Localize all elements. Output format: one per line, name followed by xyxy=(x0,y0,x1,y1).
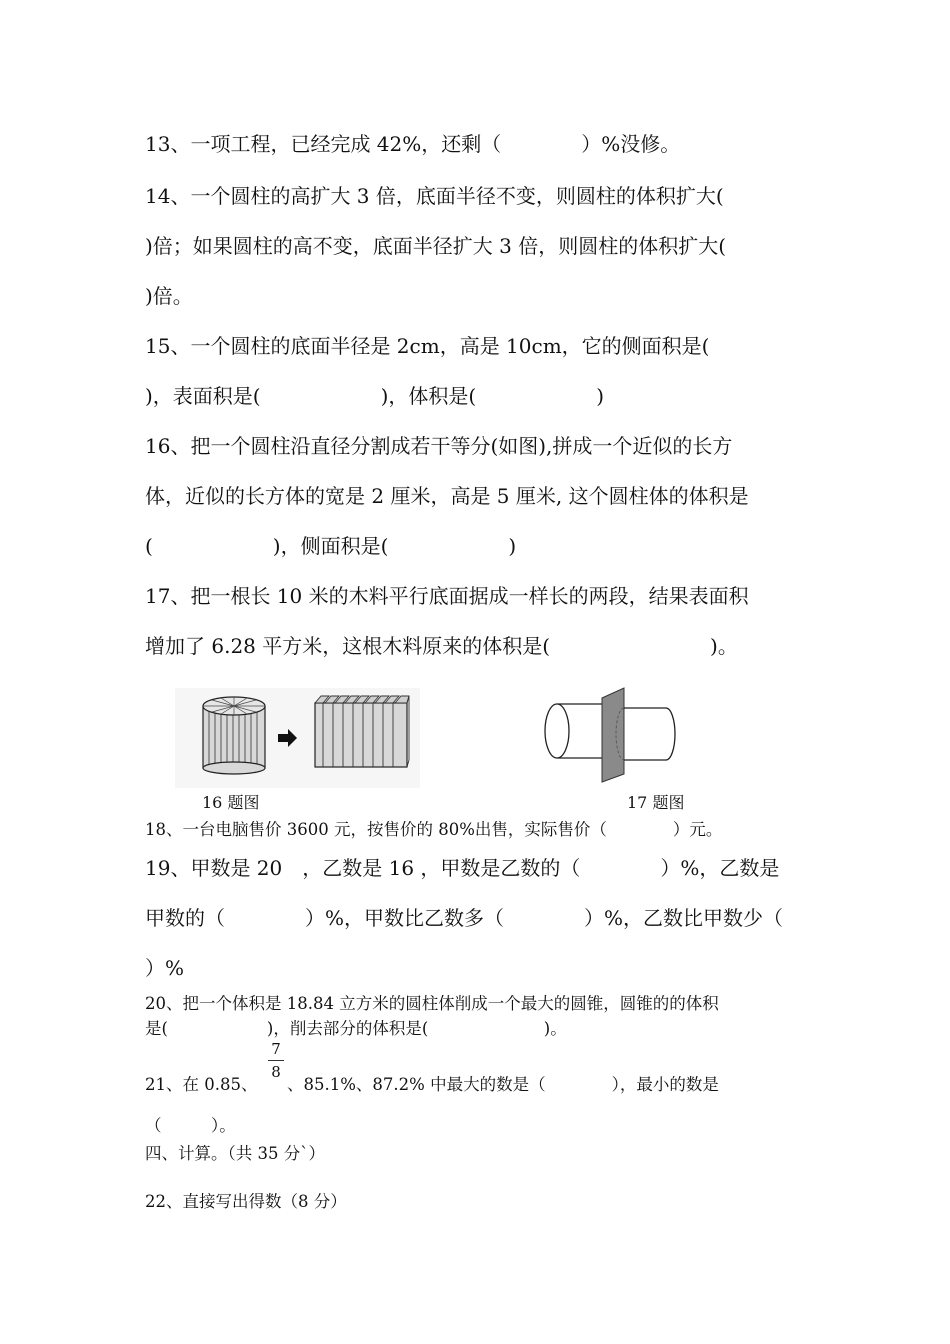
section-4-heading: 四、计算。（共 35 分`） xyxy=(145,1144,325,1163)
question-16-line-3: ( )，侧面积是( ) xyxy=(145,534,517,558)
question-19-line-1: 19、甲数是 20 ，乙数是 16 ，甲数是乙数的（ ）%，乙数是 xyxy=(145,856,780,880)
question-16-line-1: 16、把一个圆柱沿直径分割成若干等分(如图),拼成一个近似的长方 xyxy=(145,434,733,458)
question-21-prefix: 21、在 0.85、 xyxy=(145,1075,258,1094)
figure-17-diagram xyxy=(540,686,685,786)
figure-16-caption: 16 题图 xyxy=(202,793,260,812)
question-18: 18、一台电脑售价 3600 元，按售价的 80%出售，实际售价（ ）元。 xyxy=(145,820,723,839)
fraction-bar xyxy=(268,1060,284,1061)
question-15-line-2: )，表面积是( )，体积是( ) xyxy=(145,384,605,408)
question-22: 22、直接写出得数（8 分） xyxy=(145,1192,347,1211)
question-15-line-1: 15、一个圆柱的底面半径是 2cm，高是 10cm，它的侧面积是( xyxy=(145,334,710,358)
question-21-fraction xyxy=(268,1040,284,1081)
question-19-line-2: 甲数的（ ）%，甲数比乙数多（ ）%，乙数比甲数少（ xyxy=(145,906,784,930)
question-21-rest: 、85.1%、87.2% 中最大的数是（ ），最小的数是 xyxy=(287,1075,719,1094)
figure-17-caption: 17 题图 xyxy=(627,793,685,812)
question-20-line-1: 20、把一个体积是 18.84 立方米的圆柱体削成一个最大的圆锥，圆锥的的体积 xyxy=(145,994,719,1013)
fraction-denominator: 8 xyxy=(271,1063,281,1081)
question-20-line-2: 是( )，削去部分的体积是( )。 xyxy=(145,1019,567,1038)
question-13: 13、一项工程，已经完成 42%，还剩（ ）%没修。 xyxy=(145,132,681,156)
question-19-line-3: ）% xyxy=(145,956,185,980)
question-14-line-3: )倍。 xyxy=(145,284,193,308)
question-16-line-2: 体，近似的长方体的宽是 2 厘米，高是 5 厘米, 这个圆柱体的体积是 xyxy=(145,484,749,508)
question-14-line-1: 14、一个圆柱的高扩大 3 倍，底面半径不变，则圆柱的体积扩大( xyxy=(145,184,724,208)
fraction-numerator: 7 xyxy=(271,1040,281,1058)
question-17-line-2: 增加了 6.28 平方米，这根木料原来的体积是( )。 xyxy=(145,634,738,658)
question-17-line-1: 17、把一根长 10 米的木料平行底面据成一样长的两段，结果表面积 xyxy=(145,584,749,608)
question-21-line-2: （ ）。 xyxy=(145,1116,236,1135)
question-14-line-2: )倍；如果圆柱的高不变，底面半径扩大 3 倍，则圆柱的体积扩大( xyxy=(145,234,727,258)
figure-16-diagram xyxy=(175,688,420,788)
